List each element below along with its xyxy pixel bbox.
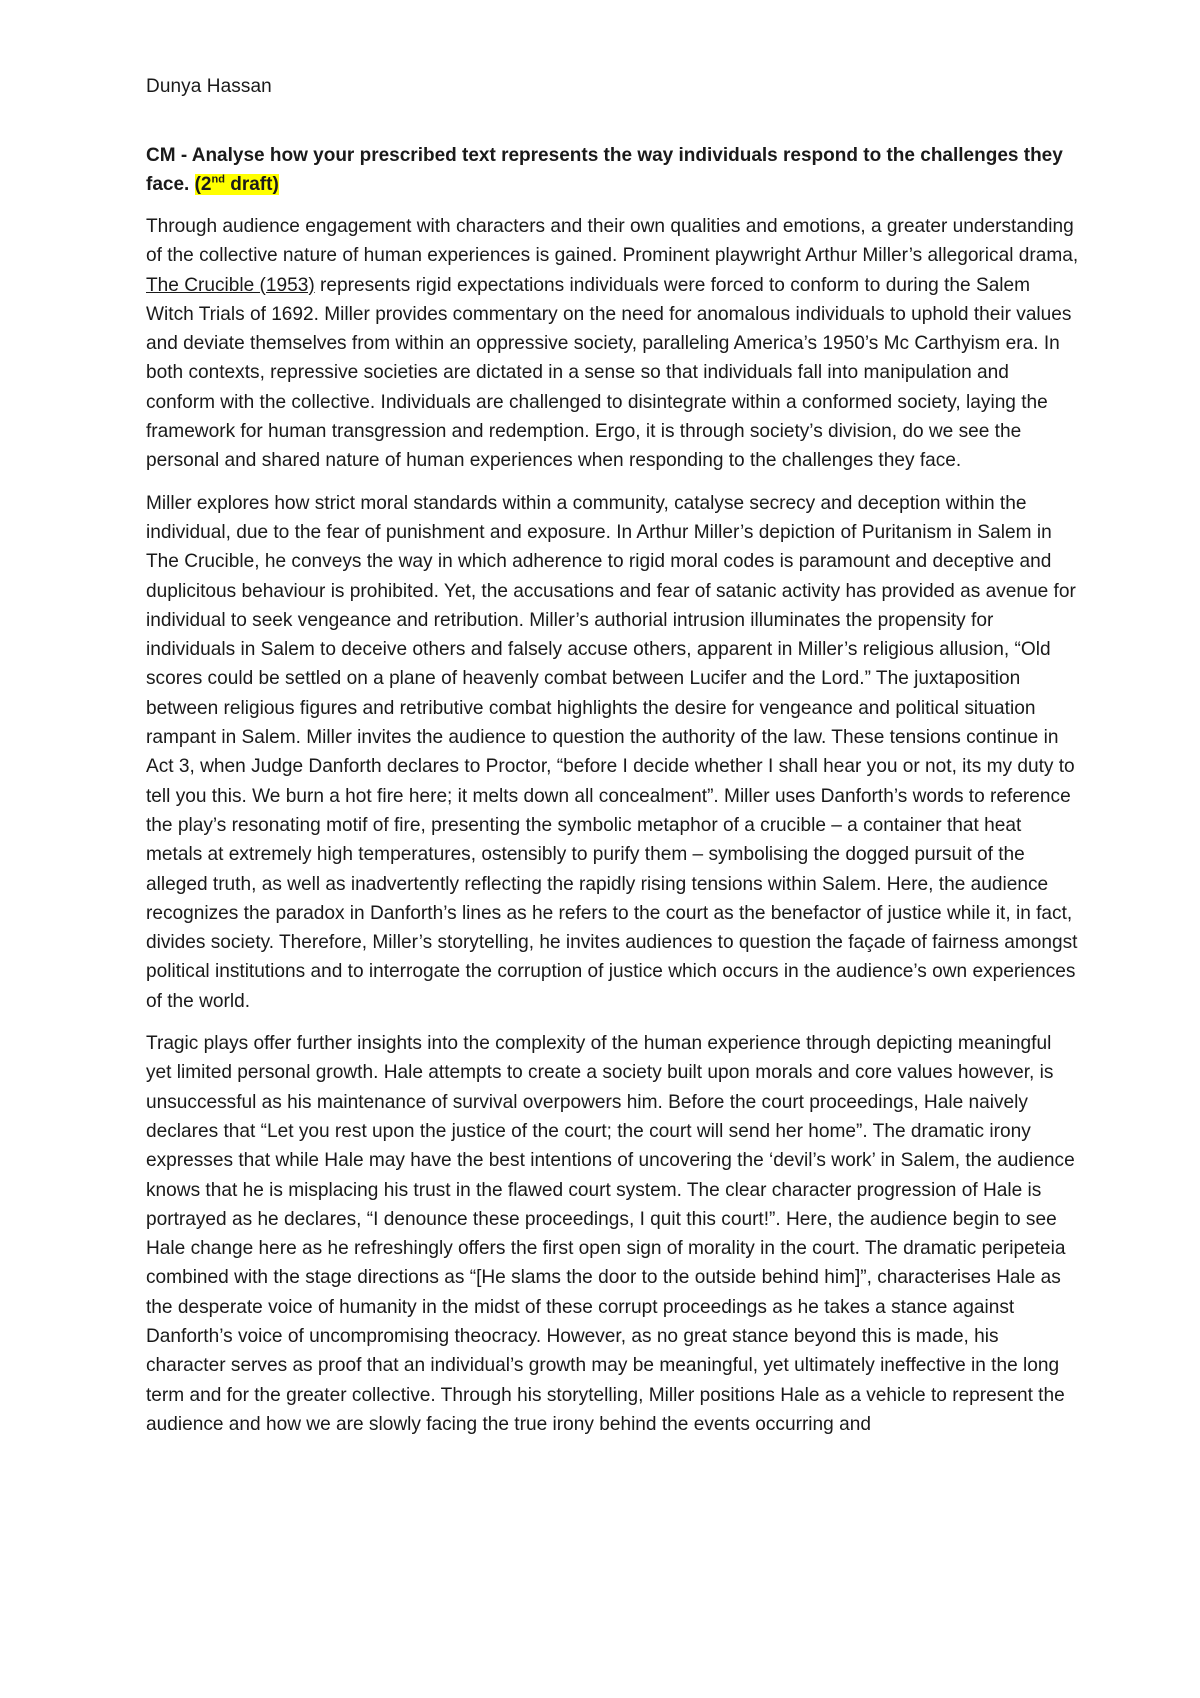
draft-label [195,174,279,195]
work-title: The Crucible (1953) [146,274,315,296]
draft-label-pre: (2 [194,174,212,195]
draft-label-sup: nd [211,173,225,186]
essay-question-title [146,141,1080,199]
paragraph-introduction [146,212,1080,476]
paragraph-body-2: Tragic plays offer further insights into the complexity of the human experience through depicting meaningful yet limited personal growth. Hale attempts to create a society built upon morals and core values however, is unsuccessful as his maintenance of survival overpowers him. Before the court proceedings, Hale naively declares that “Let you rest upon the justice of the court; the court will send her home”. The dramatic irony expresses that while Hale may have the best intentions of uncovering the ‘devil’s work’ in Salem, the audience knows that he is misplacing his trust in the flawed court system. The clear character progression of Hale is portrayed as he declares, “I denounce these proceedings, I quit this court!”. Here, the audience begin to see Hale change here as he refreshingly offers the first open sign of morality in the court. The dramatic peripeteia combined with the stage directions as “[He slams the door to the outside behind him]”, characterises Hale as the desperate voice of humanity in the midst of these corrupt proceedings as he takes a stance against Danforth’s voice of uncompromising theocracy. However, as no great stance beyond this is made, his character serves as proof that an individual’s growth may be meaningful, yet ultimately ineffective in the long term and for the greater collective. Through his storytelling, Miller positions Hale as a vehicle to represent the audience and how we are slowly facing the true irony behind the events occurring and [146,1033,1075,1435]
essay-question-text: CM - Analyse how your prescribed text represents the way individuals respond to the challenges they face. [146,145,1063,195]
paragraph-introduction-start: Through audience engagement with characters and their own qualities and emotions, a greater understanding of the collective nature of human experiences is gained. Prominent playwright Arthur Miller’s allegorical drama, [146,216,1079,267]
author-name: Dunya Hassan [146,76,272,97]
paragraph-body-1: Miller explores how strict moral standards within a community, catalyse secrecy and deception within the individual, due to the fear of punishment and exposure. In Arthur Miller’s depiction of Puritanism in Salem in The Crucible, he conveys the way in which adherence to rigid moral codes is paramount and deceptive and duplicitous behaviour is prohibited. Yet, the accusations and fear of satanic activity has provided as avenue for individual to seek vengeance and retribution. Miller’s authorial intrusion illuminates the propensity for individuals in Salem to deceive others and falsely accuse others, apparent in Miller’s religious allusion, “Old scores could be settled on a plane of heavenly combat between Lucifer and the Lord.” The juxtaposition between religious figures and retributive combat highlights the desire for vengeance and political situation rampant in Salem. Miller invites the audience to question the authority of the law. These tensions continue in Act 3, when Judge Danforth declares to Proctor, “before I decide whether I shall hear you or not, its my duty to tell you this. We burn a hot fire here; it melts down all concealment”. Miller uses Danforth’s words to reference the play’s resonating motif of fire, presenting the symbolic metaphor of a crucible – a container that heat metals at extremely high temperatures, ostensibly to purify them – symbolising the dogged pursuit of the alleged truth, as well as inadvertently reflecting the rapidly rising tensions within Salem. Here, the audience recognizes the paradox in Danforth’s lines as he refers to the court as the benefactor of justice while it, in fact, divides society. Therefore, Miller’s storytelling, he invites audiences to question the façade of fairness amongst political institutions and to interrogate the corruption of justice which occurs in the audience’s own experiences of the world. [146,492,1078,1012]
paragraph-introduction-end: represents rigid expectations individuals were forced to conform to during the Salem Witch Trials of 1692. Miller provides commentary on the need for anomalous individuals to uphold their values and deviate themselves from within an oppressive society, paralleling America’s 1950’s Mc Carthyism era. In both contexts, repressive societies are dictated in a sense so that individuals fall into manipulation and conform with the collective. Individuals are challenged to disintegrate within a conformed society, laying the framework for human transgression and redemption. Ergo, it is through society’s division, do we see the personal and shared nature of human experiences when responding to the challenges they face. [146,274,1072,472]
draft-label-post: draft) [224,174,279,195]
